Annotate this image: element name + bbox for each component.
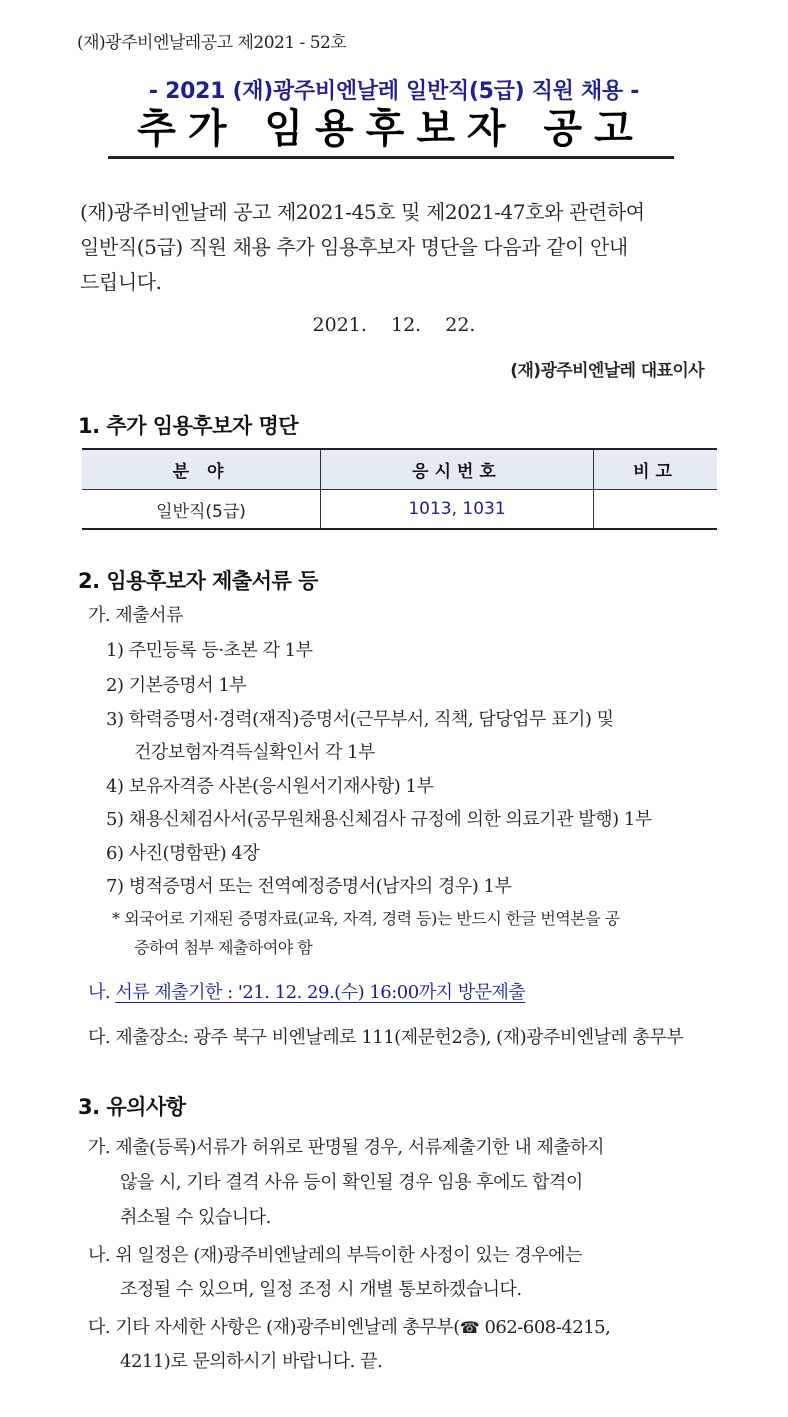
header-field: 분 야 <box>82 449 321 490</box>
note-item-cont: 않을 시, 기타 결격 사유 등이 확인될 경우 임용 후에도 합격이 <box>120 1172 583 1193</box>
header-note: 비고 <box>594 449 718 490</box>
section-3-title: 3. 유의사항 <box>78 1095 186 1119</box>
table-header-row <box>82 449 717 490</box>
section-2-title: 2. 임용후보자 제출서류 등 <box>78 569 318 593</box>
document-item: 7) 병적증명서 또는 전역예정증명서(남자의 경우) 1부 <box>106 876 512 897</box>
document-item: 5) 채용신체검사서(공무원채용신체검사 규정에 의한 의료기관 발행) 1부 <box>106 809 652 830</box>
deadline-prefix: 나. <box>88 982 116 1003</box>
signer: (재)광주비엔날레 대표이사 <box>510 361 704 381</box>
document-item-cont: 건강보험자격득실확인서 각 1부 <box>134 742 375 763</box>
document-item: 3) 학력증명서·경력(재직)증명서(근무부서, 직책, 담당업무 표기) 및 <box>106 709 614 730</box>
header-applicant-number: 응시번호 <box>321 449 594 490</box>
notice-date: 2021. 12. 22. <box>312 314 476 336</box>
document-item: 2) 기본증명서 1부 <box>106 675 247 696</box>
notice-number: (재)광주비엔날레공고 제2021 - 52호 <box>77 33 347 53</box>
footnote-cont: 증하여 첨부 제출하여야 함 <box>134 938 313 957</box>
section-1-title: 1. 추가 임용후보자 명단 <box>78 414 299 438</box>
footnote: * 외국어로 기재된 증명자료(교육, 자격, 경력 등)는 반드시 한글 번역본을 공 <box>112 909 620 928</box>
note-item <box>88 1313 610 1339</box>
contact-text: 다. 기타 자세한 사항은 (재)광주비엔날레 총무부( <box>88 1317 460 1338</box>
note-item-cont: 4211)로 문의하시기 바랍니다. 끝. <box>120 1351 383 1372</box>
page-title: 추가 임용후보자 공고 <box>108 104 674 159</box>
intro-line: 드립니다. <box>80 270 162 294</box>
note-item-cont: 취소될 수 있습니다. <box>120 1207 271 1228</box>
document-item: 6) 사진(명함판) 4장 <box>106 843 260 864</box>
deadline-text: 서류 제출기한 : '21. 12. 29.(수) 16:00까지 방문제출 <box>115 982 526 1003</box>
cell-applicant-numbers: 1013, 1031 <box>321 490 594 530</box>
deadline <box>88 978 525 1004</box>
note-item-cont: 조정될 수 있으며, 일정 조정 시 개별 통보하겠습니다. <box>120 1279 522 1300</box>
subtitle: - 2021 (재)광주비엔날레 일반직(5급) 직원 채용 - <box>148 79 640 104</box>
document-item: 1) 주민등록 등·초본 각 1부 <box>106 640 313 661</box>
note-item: 나. 위 일정은 (재)광주비엔날레의 부득이한 사정이 있는 경우에는 <box>88 1245 582 1266</box>
cell-note <box>594 490 718 530</box>
candidate-table <box>82 448 717 530</box>
intro-line: 일반직(5급) 직원 채용 추가 임용후보자 명단을 다음과 같이 안내 <box>80 235 628 259</box>
document-item: 4) 보유자격증 사본(응시원서기재사항) 1부 <box>106 776 434 797</box>
sub-heading: 가. 제출서류 <box>88 605 183 626</box>
intro-line: (재)광주비엔날레 공고 제2021-45호 및 제2021-47호와 관련하여 <box>80 200 645 224</box>
phone-icon: ☎ <box>459 1318 480 1337</box>
phone-number: 062-608-4215, <box>484 1317 611 1338</box>
table-row <box>82 490 717 530</box>
note-item: 가. 제출(등록)서류가 허위로 판명될 경우, 서류제출기한 내 제출하지 <box>88 1137 605 1158</box>
cell-field: 일반직(5급) <box>82 490 321 530</box>
submission-location: 다. 제출장소: 광주 북구 비엔날레로 111(제문헌2층), (재)광주비엔날레 총무부 <box>88 1027 684 1048</box>
